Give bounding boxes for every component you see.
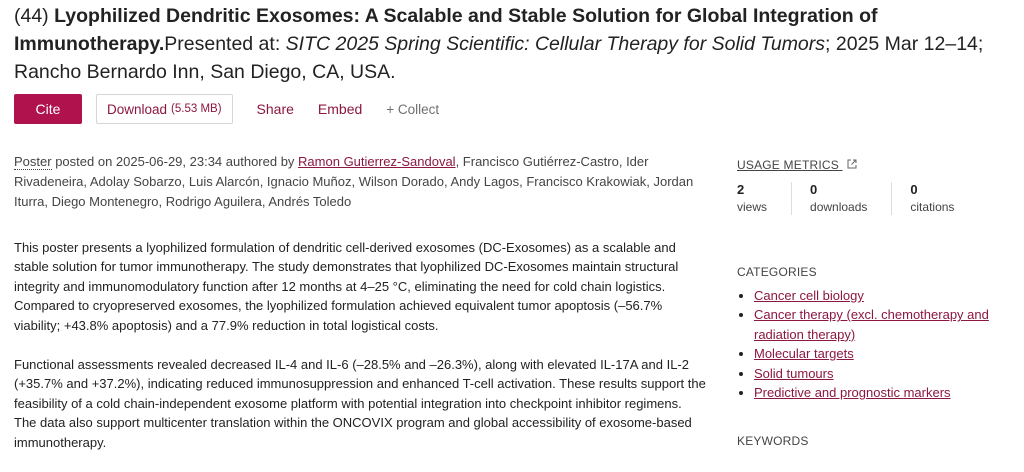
byline	[14, 152, 704, 212]
metric-views	[737, 182, 792, 215]
keywords-title: KEYWORDS	[737, 434, 809, 448]
list-item	[754, 305, 1024, 344]
share-button[interactable]: Share	[256, 101, 294, 117]
download-label: Download	[107, 101, 168, 117]
poster-number: (44)	[14, 5, 49, 27]
metric-value: 0	[810, 182, 818, 197]
metric-label: citations	[910, 200, 955, 214]
list-item	[754, 286, 1024, 305]
action-bar	[14, 94, 439, 124]
category-link[interactable]: Cancer therapy (excl. chemotherapy and radiation therapy)	[754, 307, 989, 342]
conference-name: SITC 2025 Spring Scientific: Cellular Therapy for Solid Tumors	[285, 33, 826, 55]
metric-label: downloads	[810, 200, 868, 214]
download-button[interactable]	[96, 94, 233, 124]
metric-value: 2	[737, 182, 745, 197]
download-size: (5.53 MB)	[171, 103, 222, 115]
category-link[interactable]: Cancer cell biology	[754, 288, 864, 303]
item-type[interactable]: Poster	[14, 154, 52, 169]
abstract-paragraph: Functional assessments revealed decreased IL-4 and IL-6 (–28.5% and –26.3%), along with elevated IL-17A and IL-2 (+35.7% and +37.2%), indicating reduced immunosuppression and enhanced T-cell activation. These results support the feasibility of a cold chain-independent exosome platform with potential integration into checkpoint inhibitor regimens. The data also support multicenter translation within the ONCOVIX program and global accessibility of exosome-based immunotherapy.	[14, 357, 706, 450]
list-item	[754, 383, 1024, 402]
collect-button[interactable]: + Collect	[386, 101, 440, 117]
metric-label: views	[737, 200, 768, 214]
metrics	[737, 182, 996, 215]
posted-date: posted on 2025-06-29, 23:34 authored by	[51, 154, 299, 169]
metric-downloads	[810, 182, 892, 215]
category-link[interactable]: Solid tumours	[754, 365, 834, 381]
usage-metrics-title: USAGE METRICS	[737, 158, 839, 172]
category-link[interactable]: Molecular targets	[754, 346, 854, 362]
list-item	[754, 344, 1024, 363]
presented-prefix: Presented at:	[164, 33, 286, 55]
co-authors: , Francisco Gutiérrez-Castro, Ider Rivadeneira, Adolay Sobarzo, Luis Alarcón, Ignacio Muñoz, Wilson Dorado, Andy Lagos, Francisco Krakowiak, Jordan Iturra, Diego Montenegro, Rodrigo Aguilera, Andrés Toledo	[14, 154, 694, 209]
metric-citations	[910, 182, 978, 215]
conference-details: ; 2025 Mar 12–14; Rancho Bernardo Inn, San Diego, CA, USA.	[14, 33, 984, 83]
author-link[interactable]: Ramon Gutierrez-Sandoval	[298, 154, 456, 169]
poster-title: Lyophilized Dendritic Exosomes: A Scalable and Stable Solution for Global Integration of Immunotherapy.	[14, 5, 878, 55]
external-link-icon	[847, 159, 857, 172]
category-list	[737, 286, 1024, 402]
cite-button[interactable]: Cite	[14, 94, 82, 124]
metric-value: 0	[910, 182, 918, 197]
abstract	[14, 238, 706, 472]
list-item	[754, 364, 1024, 383]
article-title	[14, 2, 1004, 86]
category-link[interactable]: Predictive and prognostic markers	[754, 385, 951, 401]
categories-title: CATEGORIES	[737, 265, 817, 279]
abstract-paragraph: This poster presents a lyophilized formulation of dendritic cell-derived exosomes (DC-Exosomes) as a scalable and stable solution for tumor immunotherapy. The study demonstrates that lyophilized DC-Exosomes maintain structural integrity and immunomodulatory function after 12 months at 4–25 °C, eliminating the need for cold chain logistics. Compared to cryopreserved exosomes, the lyophilized formulation achieved equivalent tumor apoptosis (–56.7% viability; +43.8% apoptosis) and a 77.9% reduction in total logistical costs.	[14, 240, 679, 333]
usage-metrics-link[interactable]	[737, 158, 857, 172]
embed-button[interactable]: Embed	[317, 101, 363, 117]
